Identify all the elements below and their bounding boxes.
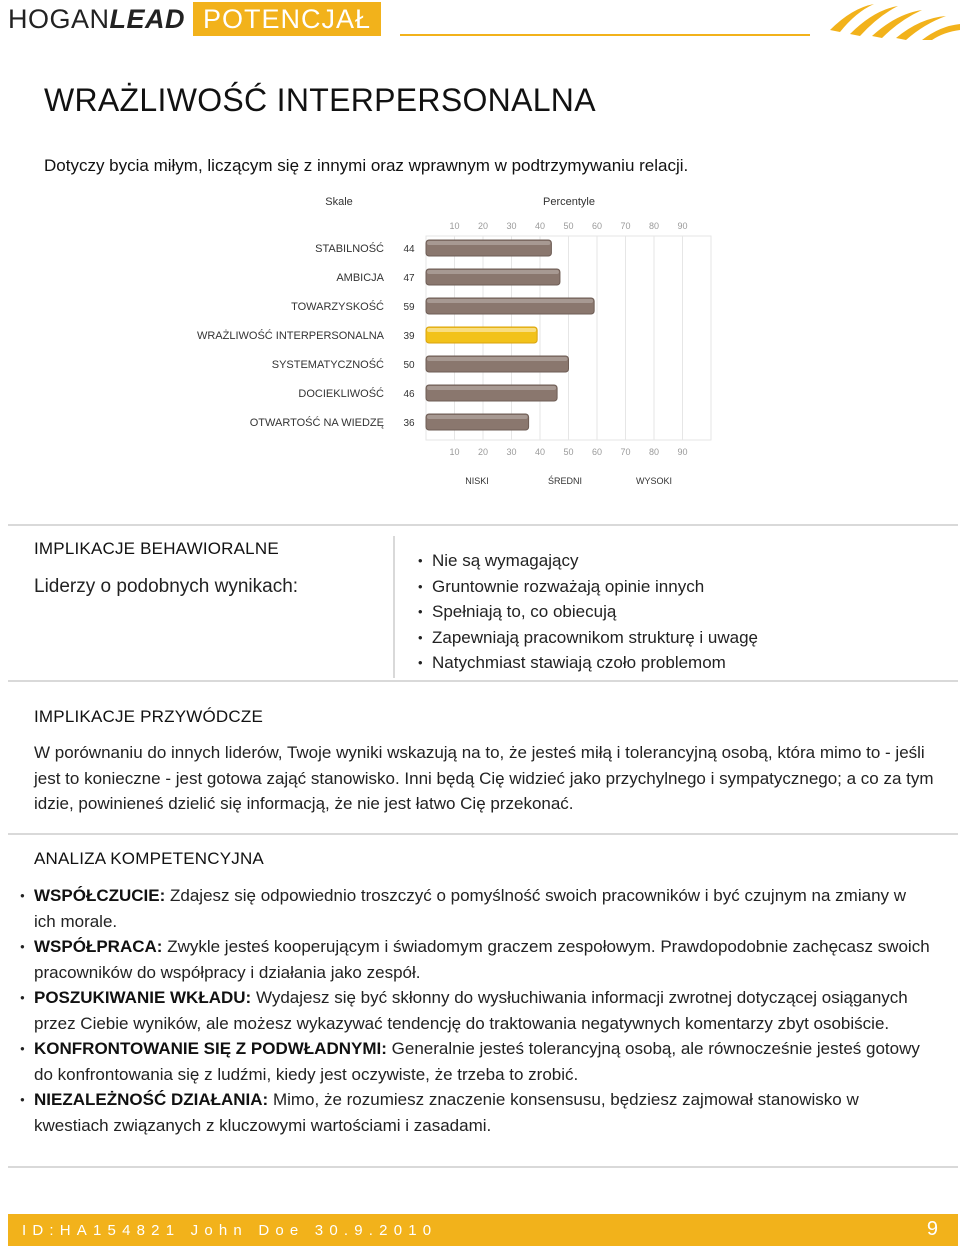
- chart-category-label: AMBICJA: [336, 272, 384, 284]
- chart-bar-highlight: [427, 328, 536, 332]
- chart-bar-highlight: [427, 357, 568, 361]
- brand-lead: LEAD: [109, 3, 186, 34]
- chart-band-label: ŚREDNI: [547, 476, 583, 486]
- competency-text: Mimo, że rozumiesz znaczenie konsensusu, będziesz zajmował stanowisko w kwestiach związanych z kluczowymi wartościami i zasadami.: [34, 1090, 859, 1135]
- competency-label: NIEZALEŻNOŚĆ DZIAŁANIA:: [34, 1090, 269, 1109]
- chart-value-label: 46: [403, 389, 415, 400]
- chart-tick-label: 20: [477, 447, 489, 457]
- section-divider: [8, 524, 958, 526]
- chart-category-label: WRAŻLIWOŚĆ INTERPERSONALNA: [196, 330, 384, 342]
- chart-band-label: NISKI: [465, 476, 489, 486]
- competency-text: Generalnie jesteś tolerancyjną osobą, ale równocześnie jesteś gotowy do konfrontowania się z ludźmi, kiedy jest oczywiste, że trzeba to zrobić.: [34, 1039, 920, 1084]
- report-id: ID:HA154821 John Doe 30.9.2010: [22, 1222, 438, 1239]
- list-item: • Spełniają to, co obiecują: [418, 599, 758, 625]
- competency-label: KONFRONTOWANIE SIĘ Z PODWŁADNYMI:: [34, 1039, 387, 1058]
- chart-value-label: 39: [403, 331, 415, 342]
- chart-tick-label: 30: [506, 221, 517, 231]
- chart-tick-label: 10: [449, 221, 460, 231]
- list-item: • Gruntownie rozważają opinie innych: [418, 574, 758, 600]
- page-number: 9: [926, 1218, 938, 1240]
- chart-value-label: 44: [403, 244, 415, 255]
- chart-bar-highlight: [427, 299, 593, 303]
- competency-text: Zdajesz się odpowiednio troszczyć o pomyślność swoich pracowników i być czujnym na zmiany w ich morale.: [34, 886, 907, 931]
- chart-category-label: STABILNOŚĆ: [315, 243, 384, 255]
- section-vertical-divider: [393, 536, 395, 678]
- chart-tick-label: 70: [620, 447, 631, 457]
- chart-tick-label: 60: [591, 221, 603, 231]
- competency-text: Zwykle jesteś kooperującym i świadomym graczem zespołowym. Prawdopodobnie zachęcasz swoich pracowników do współpracy i działania jako zespół.: [34, 937, 930, 982]
- chart-tick-label: 40: [534, 221, 546, 231]
- chart-tick-label: 60: [591, 447, 603, 457]
- leadership-paragraph: W porównaniu do innych liderów, Twoje wyniki wskazują na to, że jesteś miłą i tolerancyjną osobą, która mimo to - jeśli jest to konieczne - jest gotowa zająć stanowisko. Inni będą Cię widzieć jako przychylnego i sympatycznego; a co za tym idzie, powinieneś dzielić się informacją, że nie jest łatwo Cię przekonać.: [34, 743, 934, 813]
- leadership-heading: IMPLIKACJE PRZYWÓDCZE: [34, 707, 264, 726]
- competency-label: WSPÓŁPRACA:: [34, 937, 163, 956]
- chart-band-label: WYSOKI: [635, 476, 673, 486]
- behavioral-heading: IMPLIKACJE BEHAWIORALNE: [34, 539, 279, 558]
- chart-tick-label: 20: [477, 221, 489, 231]
- chart-tick-label: 40: [534, 447, 546, 457]
- chart-bar-highlight: [427, 241, 550, 245]
- chart-tick-label: 50: [563, 221, 574, 231]
- section-divider: [8, 833, 958, 835]
- chart-header-scales: Skale: [325, 196, 353, 208]
- chart-tick-label: 70: [620, 221, 631, 231]
- chart-value-label: 36: [403, 418, 415, 429]
- brand-report-name: POTENCJAŁ: [193, 2, 381, 36]
- list-item: • Natychmiast stawiają czoło problemom: [418, 650, 758, 676]
- chart-tick-label: 50: [563, 447, 574, 457]
- chart-tick-label: 90: [677, 447, 688, 457]
- page-intro: Dotyczy bycia miłym, liczącym się z innymi oraz wprawnym w podtrzymywaniu relacji.: [44, 156, 689, 175]
- chart-bar-highlight: [427, 415, 528, 419]
- brand-hogan: HOGAN: [8, 3, 110, 34]
- chart-value-label: 59: [403, 302, 415, 313]
- chart-tick-label: 90: [677, 221, 688, 231]
- competency-label: WSPÓŁCZUCIE:: [34, 886, 166, 905]
- competency-text: Wydajesz się być skłonny do wysłuchiwania informacji zwrotnej dotyczącej osiąganych przez Ciebie wyników, ale możesz wykazywać tendencję do traktowania negatywnych komentarzy zbyt osobiście.: [34, 988, 908, 1033]
- competency-list: [20, 883, 930, 1138]
- chart-value-label: 47: [403, 273, 415, 284]
- list-item: • Nie są wymagający: [418, 548, 758, 574]
- section-divider: [8, 680, 958, 682]
- competency-item: [20, 985, 930, 1036]
- chart-category-label: OTWARTOŚĆ NA WIEDZĘ: [249, 417, 384, 429]
- chart-category-label: DOCIEKLIWOŚĆ: [298, 388, 384, 400]
- chart-tick-label: 80: [648, 221, 660, 231]
- competency-item: [20, 1036, 930, 1087]
- competency-item: [20, 1087, 930, 1138]
- chart-tick-label: 30: [506, 447, 517, 457]
- chart-bar-highlight: [427, 386, 556, 390]
- percentile-bar-chart: [0, 0, 960, 500]
- list-item: • Zapewniają pracownikom strukturę i uwagę: [418, 625, 758, 651]
- page-title: WRAŻLIWOŚĆ INTERPERSONALNA: [44, 82, 596, 118]
- competency-label: POSZUKIWANIE WKŁADU:: [34, 988, 252, 1007]
- competency-item: [20, 934, 930, 985]
- behavioral-list: [418, 548, 758, 676]
- chart-tick-label: 80: [648, 447, 660, 457]
- page-footer: [8, 1214, 958, 1246]
- chart-category-label: SYSTEMATYCZNOŚĆ: [271, 359, 384, 371]
- chart-value-label: 50: [403, 360, 415, 371]
- chart-bar-highlight: [427, 270, 559, 274]
- section-divider: [8, 1166, 958, 1168]
- chart-category-label: TOWARZYSKOŚĆ: [291, 301, 384, 313]
- competency-item: [20, 883, 930, 934]
- competency-heading: ANALIZA KOMPETENCYJNA: [34, 849, 264, 868]
- leaders-label: Liderzy o podobnych wynikach:: [34, 576, 299, 597]
- chart-tick-label: 10: [449, 447, 460, 457]
- chart-header-percentiles: Percentyle: [543, 196, 595, 208]
